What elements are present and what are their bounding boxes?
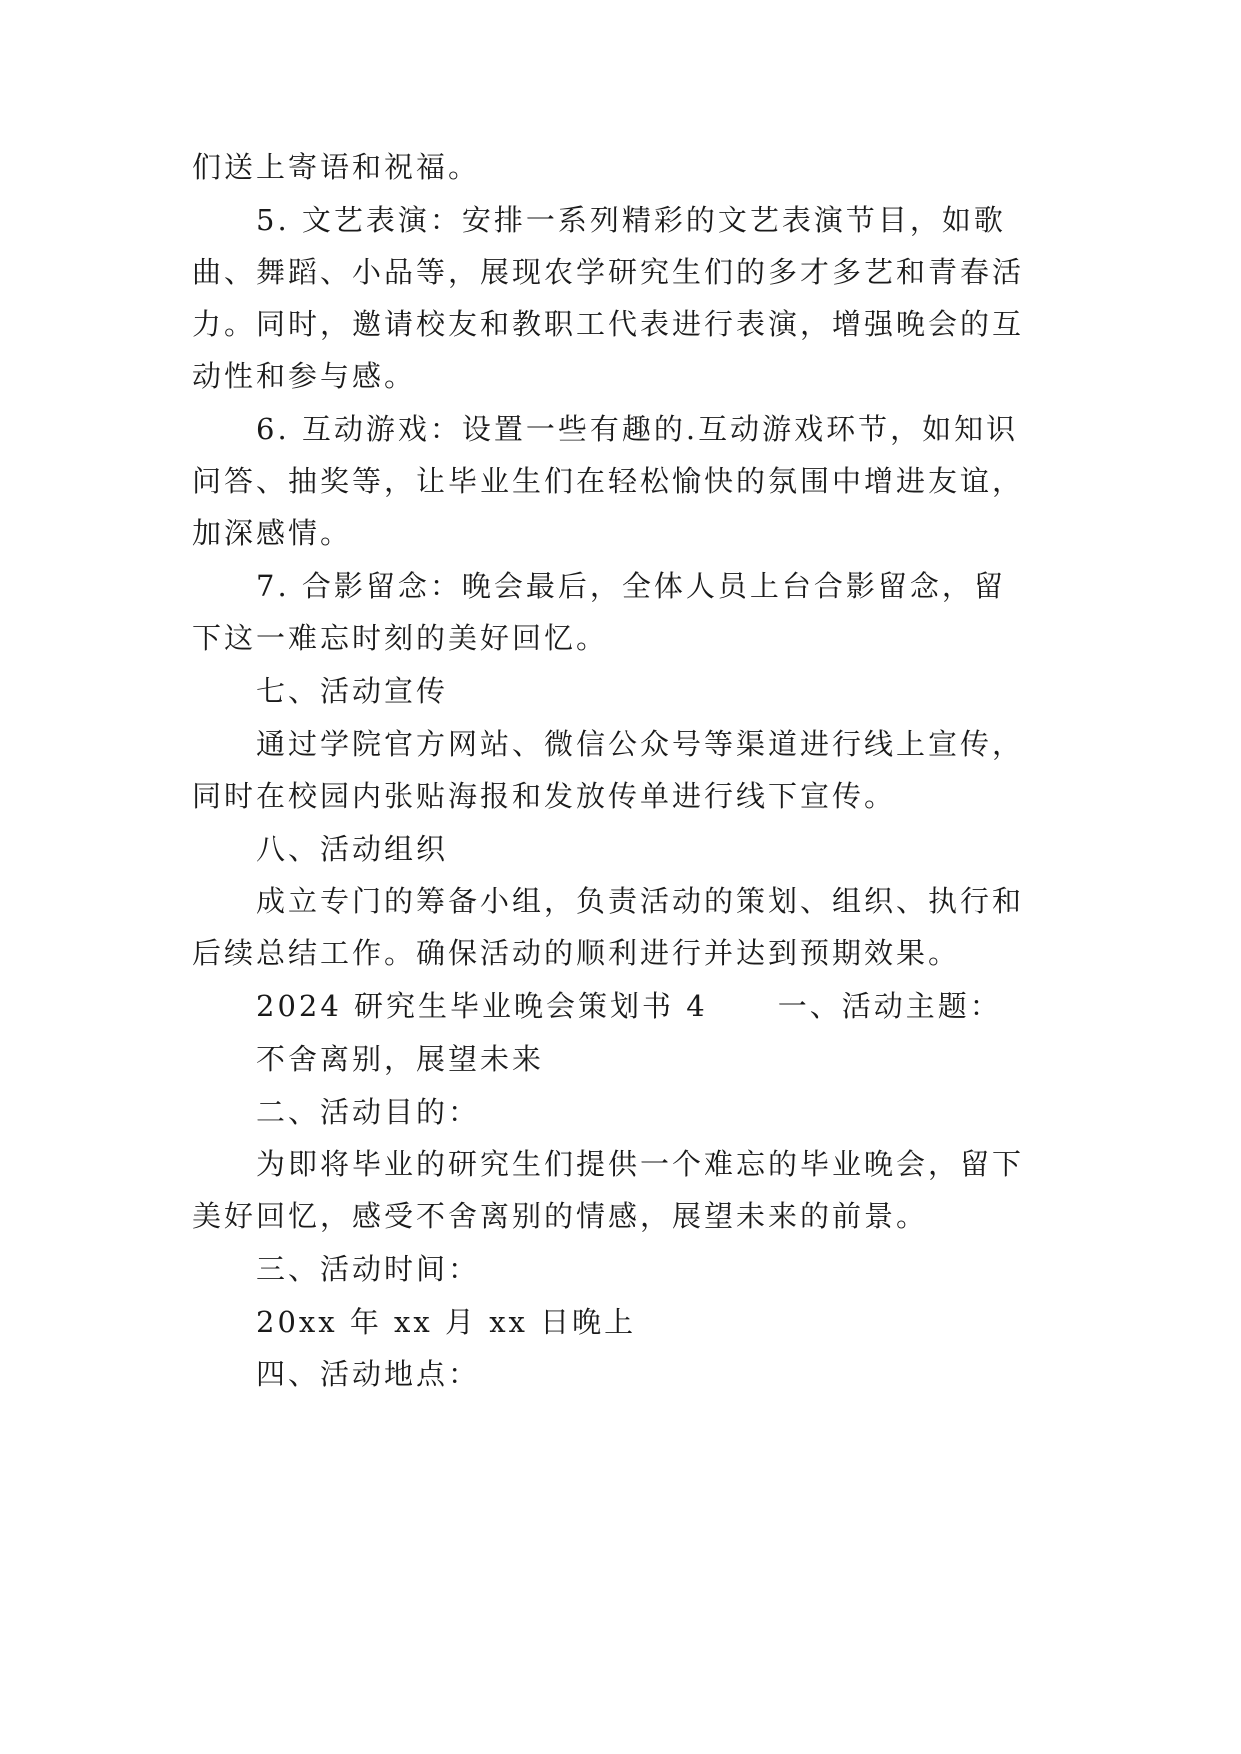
section-heading-4: 四、活动地点： xyxy=(256,1357,481,1391)
text-line-8: 加深感情。 xyxy=(192,516,353,550)
theme-text: 不舍离别，展望未来 xyxy=(256,1042,545,1076)
document-title-line xyxy=(256,986,1002,1026)
text-line-3: 曲、舞蹈、小品等，展现农学研究生们的多才多艺和青春活 xyxy=(192,255,1025,289)
document-title: 2024 研究生毕业晚会策划书 4 xyxy=(256,989,708,1023)
text-line-15: 成立专门的筹备小组，负责活动的策划、组织、执行和 xyxy=(256,884,1025,918)
text-line-1: 们送上寄语和祝福。 xyxy=(192,150,481,184)
section-heading-3: 三、活动时间： xyxy=(256,1252,481,1286)
section-heading-7: 七、活动宣传 xyxy=(256,674,449,708)
text-line-12: 通过学院官方网站、微信公众号等渠道进行线上宣传， xyxy=(256,727,1025,761)
section-heading-2: 二、活动目的： xyxy=(256,1095,481,1129)
text-line-purpose-1: 为即将毕业的研究生们提供一个难忘的毕业晚会，留下 xyxy=(256,1147,1025,1181)
text-line-10: 下这一难忘时刻的美好回忆。 xyxy=(192,621,609,655)
time-text: 20xx 年 xx 月 xx 日晚上 xyxy=(256,1305,637,1339)
section-heading-1: 一、活动主题： xyxy=(777,989,1002,1023)
text-line-13: 同时在校园内张贴海报和发放传单进行线下宣传。 xyxy=(192,779,897,813)
section-heading-8: 八、活动组织 xyxy=(256,832,449,866)
text-line-9: 7. 合影留念：晚会最后，全体人员上台合影留念，留 xyxy=(256,569,1006,603)
text-line-6: 6. 互动游戏：设置一些有趣的.互动游戏环节，如知识 xyxy=(256,412,1019,446)
text-line-7: 问答、抽奖等，让毕业生们在轻松愉快的氛围中增进友谊， xyxy=(192,464,1025,498)
text-line-4: 力。同时，邀请校友和教职工代表进行表演，增强晚会的互 xyxy=(192,307,1025,341)
text-line-16: 后续总结工作。确保活动的顺利进行并达到预期效果。 xyxy=(192,936,961,970)
text-line-2: 5. 文艺表演：安排一系列精彩的文艺表演节目，如歌 xyxy=(256,203,1006,237)
text-line-purpose-2: 美好回忆，感受不舍离别的情感，展望未来的前景。 xyxy=(192,1199,929,1233)
text-line-5: 动性和参与感。 xyxy=(192,359,417,393)
